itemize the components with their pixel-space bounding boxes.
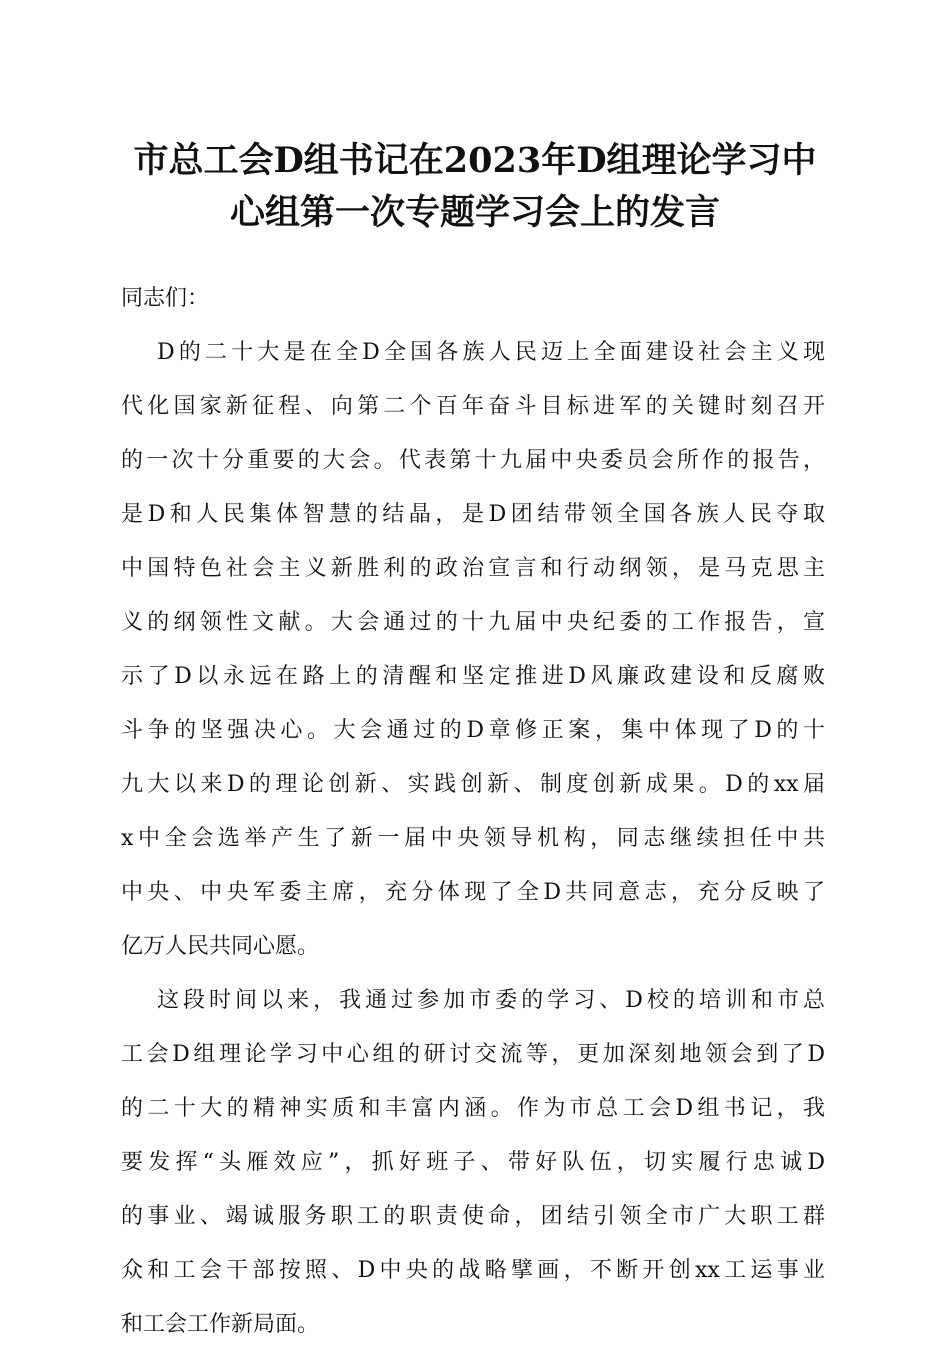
text-line: 示了D以永远在路上的清醒和坚定推进D风廉政建设和反腐败	[121, 664, 825, 689]
text-line: 亿万人民共同心愿。	[121, 934, 320, 959]
text-line: 的一次十分重要的大会。代表第十九届中央委员会所作的报告，	[121, 448, 825, 473]
text-line: 代化国家新征程、向第二个百年奋斗目标进军的关键时刻召开	[121, 394, 825, 419]
text-line: 斗争的坚强决心。大会通过的D章修正案，集中体现了D的十	[121, 718, 825, 743]
paragraph-1	[121, 326, 831, 974]
text-line: 的二十大的精神实质和丰富内涵。作为市总工会D组书记，我	[121, 1096, 825, 1121]
text-line: 是D和人民集体智慧的结晶，是D团结带领全国各族人民夺取	[121, 502, 825, 527]
text-line: D的二十大是在全D全国各族人民迈上全面建设社会主义现	[157, 340, 825, 365]
text-line: 工会D组理论学习中心组的研讨交流等，更加深刻地领会到了D	[121, 1042, 825, 1067]
salutation: 同志们：	[121, 286, 210, 311]
text-line: 和工会工作新局面。	[121, 1312, 320, 1337]
text-line: 九大以来D的理论创新、实践创新、制度创新成果。D的xx届	[121, 772, 825, 797]
text-line: 义的纲领性文献。大会通过的十九届中央纪委的工作报告，宣	[121, 610, 825, 635]
text-line: 众和工会干部按照、D中央的战略擘画，不断开创xx工运事业	[121, 1258, 825, 1283]
document-body	[121, 272, 831, 1352]
paragraph-2	[121, 974, 831, 1352]
text-line: 的事业、竭诚服务职工的职责使命，团结引领全市广大职工群	[121, 1204, 825, 1229]
title-line-2: 心组第一次专题学习会上的发言	[229, 192, 720, 233]
text-line: 中央、中央军委主席，充分体现了全D共同意志，充分反映了	[121, 880, 825, 905]
text-line: 中国特色社会主义新胜利的政治宣言和行动纲领，是马克思主	[121, 556, 825, 581]
document-title	[80, 135, 870, 239]
text-line: 这段时间以来，我通过参加市委的学习、D校的培训和市总	[157, 988, 825, 1013]
text-line: x中全会选举产生了新一届中央领导机构，同志继续担任中共	[121, 826, 825, 851]
text-line: 要发挥“头雁效应”，抓好班子、带好队伍，切实履行忠诚D	[121, 1150, 825, 1175]
title-line-1: 市总工会D组书记在2023年D组理论学习中	[133, 140, 817, 181]
